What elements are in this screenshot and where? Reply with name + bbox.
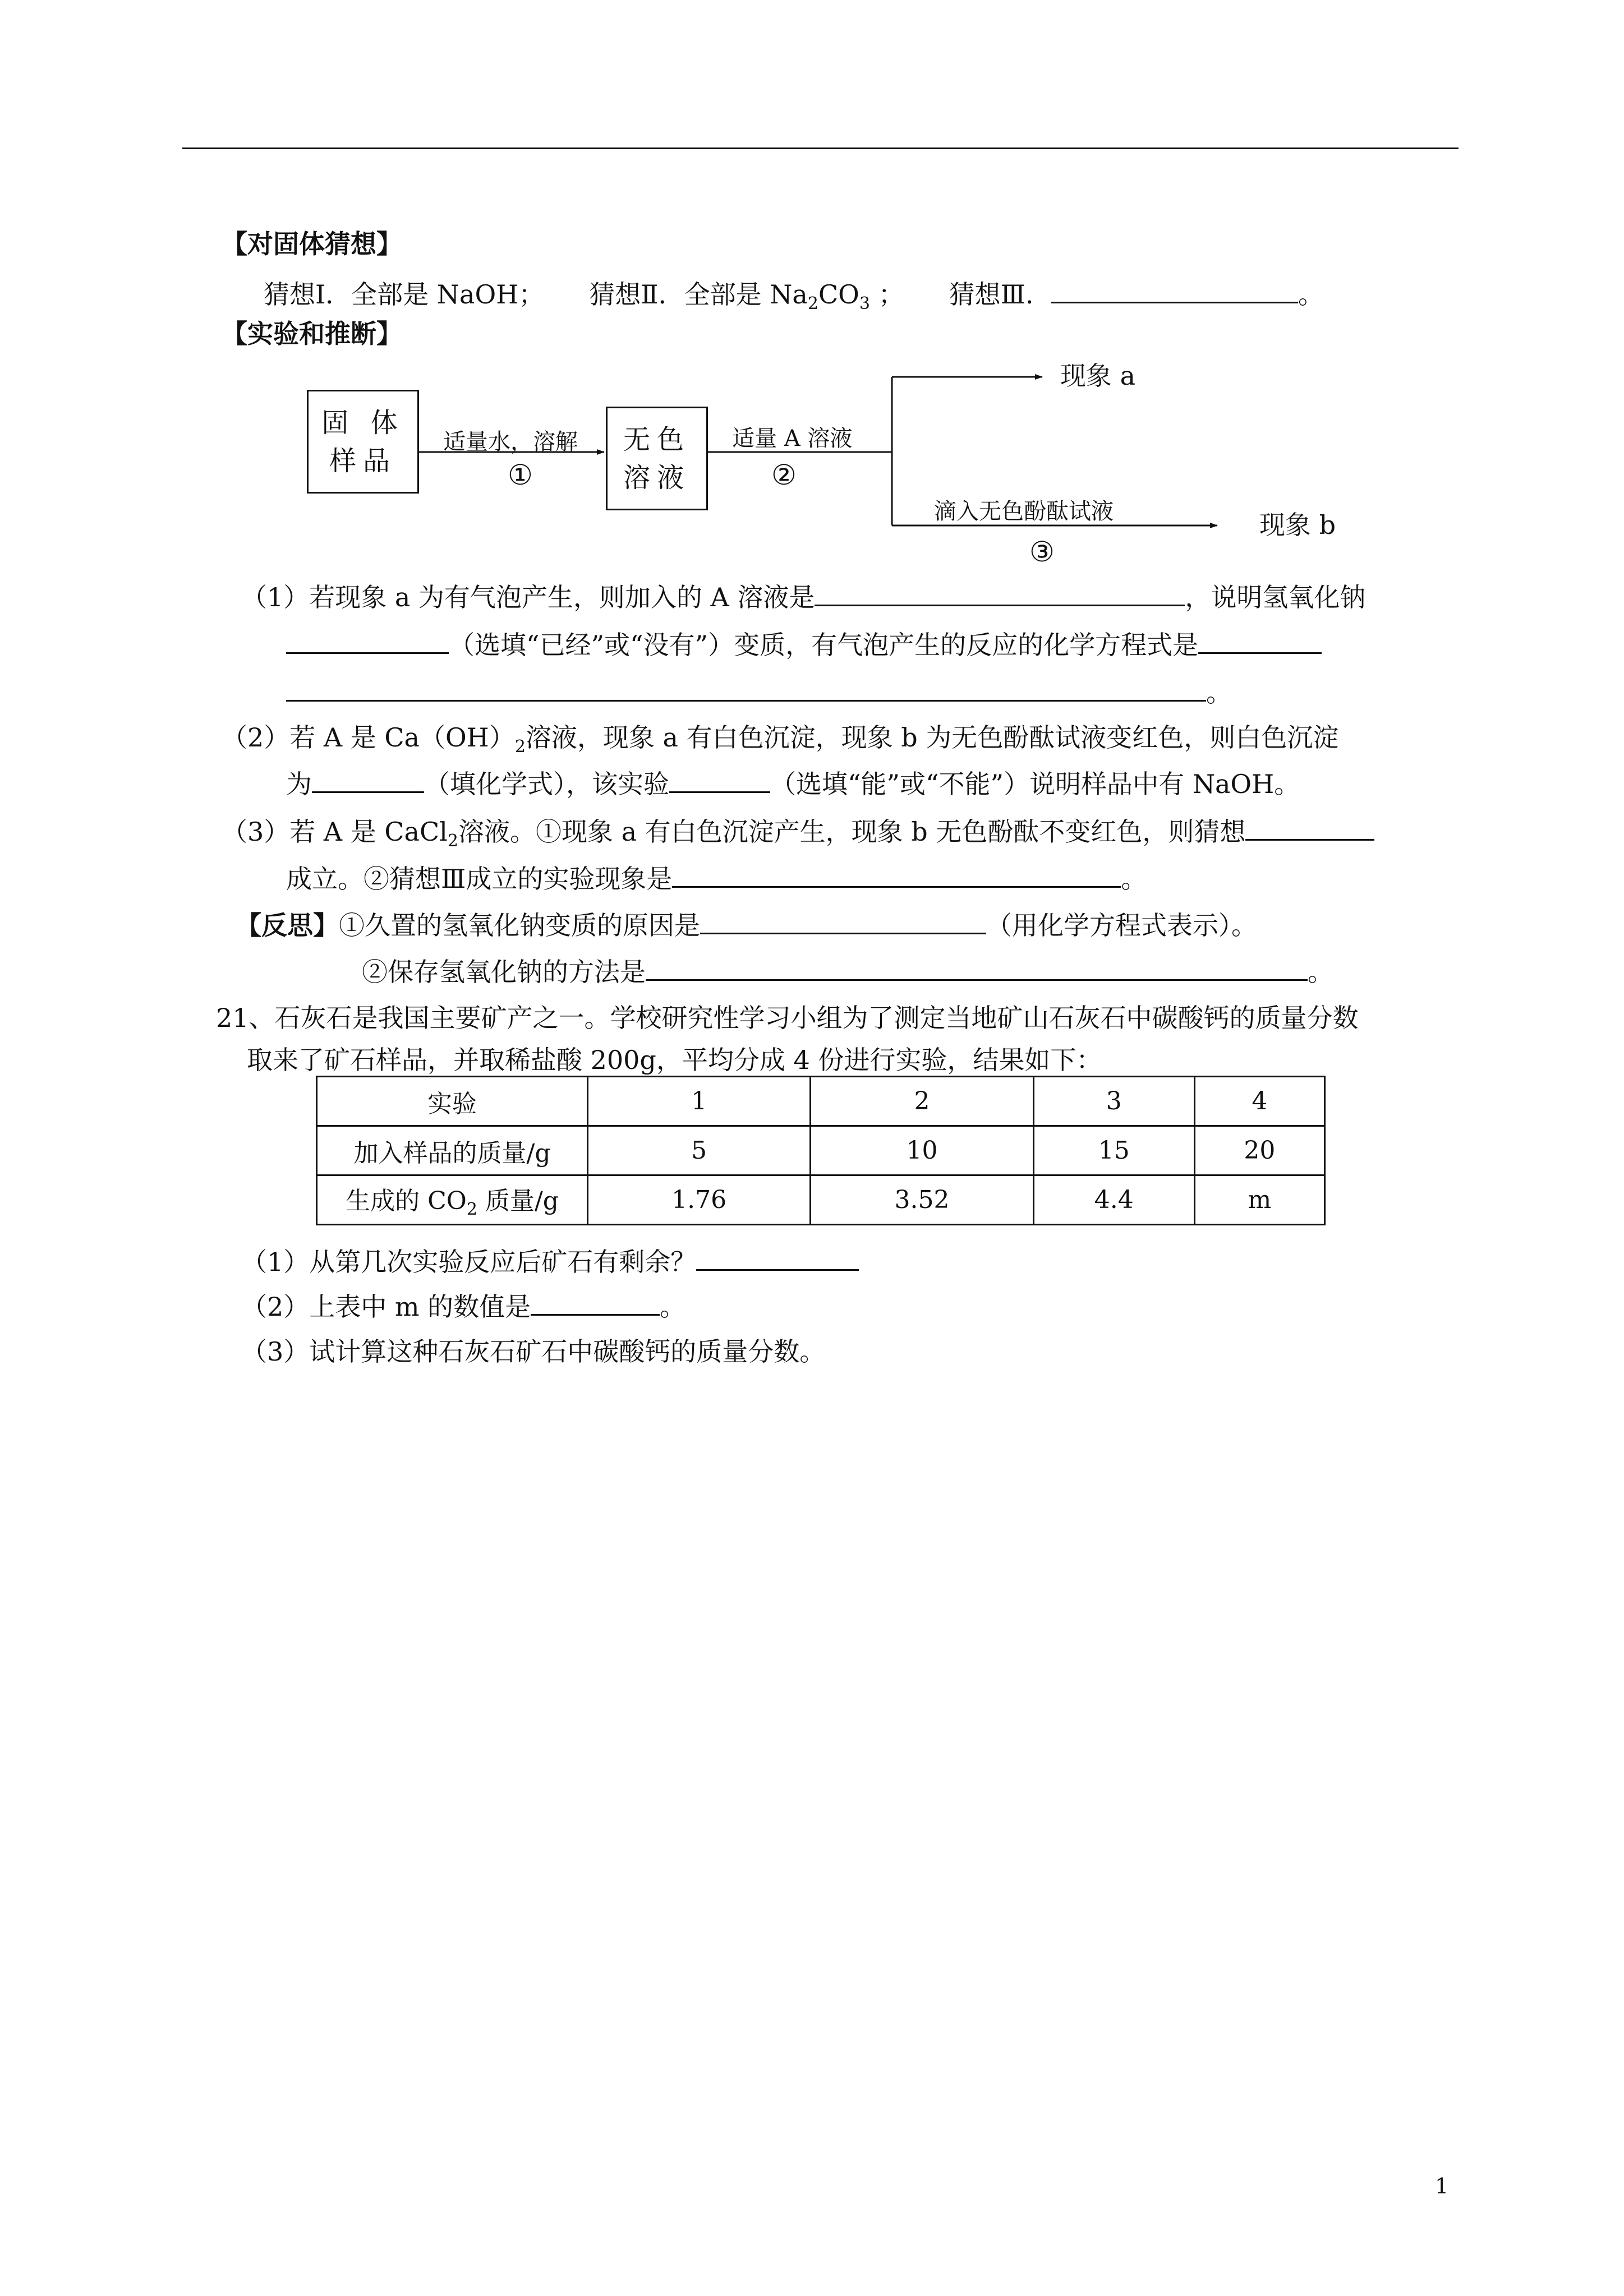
q1-line2: （选填“已经”或“没有”）变质，有气泡产生的反应的化学方程式是 — [286, 628, 1322, 662]
table-cell: 3 — [1033, 1077, 1194, 1126]
p21-q3: （3）试计算这种石灰石矿石中碳酸钙的质量分数。 — [241, 1336, 826, 1367]
q3-line1: （3）若 A 是 CaCl$_2$溶液。①现象 a 有白色沉淀产生，现象 b 无色酚酞不变红色，则猜想 — [222, 815, 1374, 858]
p21-line1: 21、石灰石是我国主要矿产之一。学校研究性学习小组为了测定当地矿山石灰石中碳酸钙的质量分数 — [216, 1003, 1359, 1033]
step1-label: 适量水，溶解 — [443, 429, 578, 455]
flow-arrows — [0, 0, 1624, 617]
box1-line1: 固 体 — [321, 407, 404, 439]
table-cell: 4.4 — [1033, 1175, 1194, 1225]
table-row — [317, 1077, 1325, 1126]
guess-2: 猜想Ⅱ．全部是 $Na_2CO_3$ ； — [589, 279, 904, 314]
step2-label: 适量 A 溶液 — [732, 426, 853, 451]
table-row — [317, 1175, 1325, 1225]
table-cell: 1.76 — [588, 1175, 811, 1225]
step2-number: ② — [771, 459, 797, 491]
guess-heading: 【对固体猜想】 — [222, 229, 402, 259]
guess-3: 猜想Ⅲ． — [949, 279, 1051, 310]
q1-line1: （1）若现象 a 为有气泡产生，则加入的 A 溶液是 ，说明氢氧化钠 — [241, 582, 1366, 612]
p21-q1: （1）从第几次实验反应后矿石有剩余？ — [241, 1245, 859, 1279]
results-table — [316, 1076, 1326, 1225]
p21-q2-blank — [531, 1292, 660, 1316]
table-cell: 1 — [588, 1077, 811, 1126]
q2-line1: （2）若 A 是 $Ca(OH)_2$溶液，现象 a 有白色沉淀，现象 b 为无色酚酞试液变红色，则白色沉淀 — [222, 722, 1339, 757]
reflection-blank-a — [700, 910, 986, 934]
q1-blank-b — [286, 630, 449, 654]
reflection-heading: 【反思】 — [236, 910, 339, 940]
q3-line2: 成立。②猜想Ⅲ成立的实验现象是 。 — [286, 864, 1147, 894]
table-cell: 4 — [1194, 1077, 1324, 1126]
reflection-blank-b — [646, 957, 1308, 981]
table-cell: 实验 — [317, 1077, 588, 1126]
box1-line2: 样品 — [329, 445, 397, 477]
q2-line2: 为 （填化学式），该实验 （选填“能”或“不能”）说明样品中有 NaOH。 — [286, 769, 1300, 799]
q3-blank-b — [672, 864, 1121, 888]
experiment-heading: 【实验和推断】 — [222, 319, 402, 349]
table-cell: 生成的 $CO_2$ 质量/g — [317, 1175, 588, 1225]
table-cell: 2 — [811, 1077, 1033, 1126]
guess-line: 猜想Ⅰ．全部是 NaOH； 猜想Ⅱ．全部是 $Na_2CO_3$ ； 猜想Ⅲ． 。 — [264, 279, 1324, 314]
table-cell: 加入样品的质量/g — [317, 1126, 588, 1175]
box2-line1: 无色 — [623, 423, 691, 455]
q1-blank-c — [1198, 630, 1322, 654]
table-cell: m — [1194, 1175, 1324, 1225]
phenomenon-a: 现象 a — [1060, 361, 1136, 391]
step1-number: ① — [508, 459, 533, 491]
table-cell: 20 — [1194, 1126, 1324, 1175]
q1-blank-d — [286, 677, 1206, 702]
guess-1: 猜想Ⅰ．全部是 NaOH； — [264, 279, 545, 310]
p21-q1-blank — [696, 1247, 859, 1271]
table-row — [317, 1126, 1325, 1175]
step3-number: ③ — [1029, 536, 1055, 568]
p21-q2: （2）上表中 m 的数值是 。 — [241, 1292, 686, 1322]
page-number: 1 — [1435, 2174, 1449, 2198]
table-cell: 10 — [811, 1126, 1033, 1175]
table-cell: 5 — [588, 1126, 811, 1175]
reflection-line2: ②保存氢氧化钠的方法是 。 — [362, 957, 1333, 987]
phenomenon-b: 现象 b — [1259, 510, 1336, 540]
q1-blank-a — [815, 582, 1185, 606]
p21-line2: 取来了矿石样品，并取稀盐酸 200g，平均分成 4 份进行实验，结果如下： — [247, 1045, 1102, 1075]
q2-blank-b — [669, 769, 770, 793]
box2-line2: 溶液 — [623, 462, 691, 494]
q2-blank-a — [312, 769, 424, 793]
table-cell: 3.52 — [811, 1175, 1033, 1225]
q3-blank-a — [1245, 817, 1374, 841]
step3-label: 滴入无色酚酞试液 — [934, 499, 1114, 524]
reflection-line1: 【反思】①久置的氢氧化钠变质的原因是 （用化学方程式表示）。 — [236, 910, 1257, 940]
q1-line3: 。 — [286, 676, 1232, 709]
table-cell: 15 — [1033, 1126, 1194, 1175]
